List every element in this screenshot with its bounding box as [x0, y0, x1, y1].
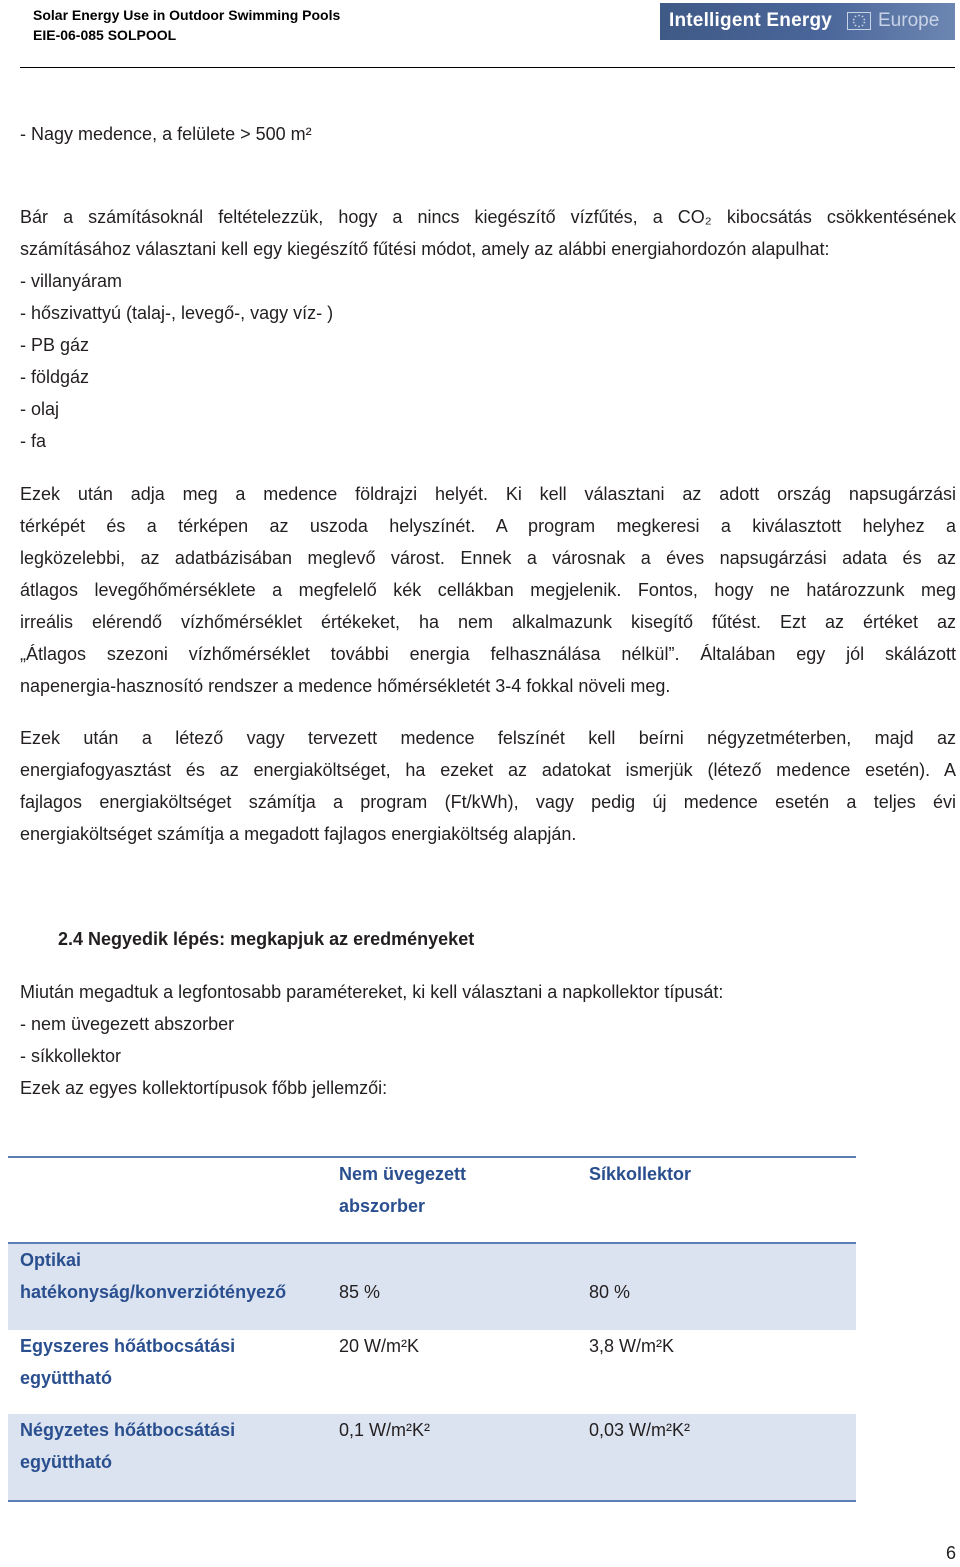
row-value-unglazed: 85 %	[339, 1282, 381, 1302]
paragraph-2-line: Ezek után adja meg a medence földrajzi helyét. Ki kell választani az adott ország napsugárzási	[20, 484, 956, 504]
paragraph-2-line: „Átlagos szezoni vízhőmérséklet további energia felhasználása nélkül”. Általában egy jól skálázott	[20, 644, 956, 664]
paragraph-4-last-line: Ezek az egyes kollektortípusok főbb jellemzői:	[20, 1078, 388, 1098]
section-heading: 2.4 Negyedik lépés: megkapjuk az eredményeket	[58, 929, 475, 949]
collector-type-item: - síkkollektor	[20, 1046, 122, 1066]
table-row	[8, 1330, 856, 1414]
energy-source-item: - olaj	[20, 399, 60, 419]
paragraph-4-line: Miután megadtuk a legfontosabb paramétereket, ki kell választani a napkollektor típusát:	[20, 982, 724, 1002]
row-label: Optikai hatékonyság/konverziótényező	[20, 1250, 287, 1302]
logo-subtext: Europe	[878, 10, 940, 31]
intelligent-energy-logo	[660, 3, 955, 40]
energy-source-item: - fa	[20, 431, 47, 451]
paragraph-3-line: energiafogyasztást és az energiaköltséget, ha ezeket az adatokat ismerjük (létező medence esetén). A	[20, 760, 956, 780]
collector-type-item: - nem üvegezett abszorber	[20, 1014, 235, 1034]
eu-flag-icon	[847, 12, 871, 30]
row-value-flat-plate: 80 %	[589, 1282, 631, 1302]
document-header	[33, 5, 340, 45]
row-value-flat-plate: 0,03 W/m²K²	[589, 1420, 691, 1440]
paragraph-2-line: irreális elérendő vízhőmérséklet értékeket, ha nem alkalmazunk kisegítő fűtést. Ezt az értéket az	[20, 612, 956, 632]
paragraph-2-line: napenergia-hasznosító rendszer a medence hőmérsékletét 3-4 fokkal növeli meg.	[20, 676, 671, 696]
table-row	[8, 1414, 856, 1500]
row-value-unglazed: 20 W/m²K	[339, 1336, 420, 1356]
row-label: Négyzetes hőátbocsátási együttható	[20, 1420, 236, 1472]
energy-source-item: - hőszivattyú (talaj-, levegő-, vagy víz- )	[20, 303, 334, 323]
row-value-unglazed: 0,1 W/m²K²	[339, 1420, 431, 1440]
logo-text: Intelligent Energy	[669, 10, 833, 31]
header-title: Solar Energy Use in Outdoor Swimming Pools	[33, 7, 341, 23]
table-header-unglazed: Nem üvegezett abszorber	[339, 1164, 467, 1216]
header-project-code: EIE-06-085 SOLPOOL	[33, 27, 177, 43]
header-divider	[20, 67, 955, 68]
paragraph-2-line: átlagos levegőhőmérséklete a megfelelő kék cellákban megjelenik. Fontos, hogy ne határozzunk meg	[20, 580, 956, 600]
row-value-flat-plate: 3,8 W/m²K	[589, 1336, 675, 1356]
table-row	[8, 1244, 856, 1330]
row-label: Egyszeres hőátbocsátási együttható	[20, 1336, 236, 1388]
page-number: 6	[945, 1543, 956, 1563]
paragraph-2-line: térképét és a térképen az uszoda helyszínét. A program megkeresi a kiválasztott helyhez a	[20, 516, 956, 536]
energy-source-item: - villanyáram	[20, 271, 123, 291]
paragraph-3-line: fajlagos energiaköltséget számítja a program (Ft/kWh), vagy pedig új medence esetén a teljes évi	[20, 792, 956, 812]
paragraph-3-line: Ezek után a létező vagy tervezett medence felszínét kell beírni négyzetméterben, majd az	[20, 728, 956, 748]
table-bottom-rule	[8, 1500, 856, 1502]
paragraph-3-line: energiaköltséget számítja a megadott fajlagos energiaköltség alapján.	[20, 824, 577, 844]
energy-source-item: - PB gáz	[20, 335, 90, 355]
pool-size-item: - Nagy medence, a felülete > 500 m²	[20, 124, 312, 144]
paragraph-2-line: legközelebbi, az adatbázisában meglevő várost. Ennek a városnak a éves napsugárzási adata és az	[20, 548, 956, 568]
energy-source-item: - földgáz	[20, 367, 90, 387]
paragraph-1-line-1: Bár a számításoknál feltételezzük, hogy a nincs kiegészítő vízfűtés, a CO₂ kibocsátás csökkentésének	[20, 207, 956, 227]
paragraph-1-line-2: számításához választani kell egy kiegészítő fűtési módot, amely az alábbi energiahordozón alapulhat:	[20, 239, 830, 259]
table-header-flat-plate: Síkkollektor	[589, 1164, 692, 1184]
